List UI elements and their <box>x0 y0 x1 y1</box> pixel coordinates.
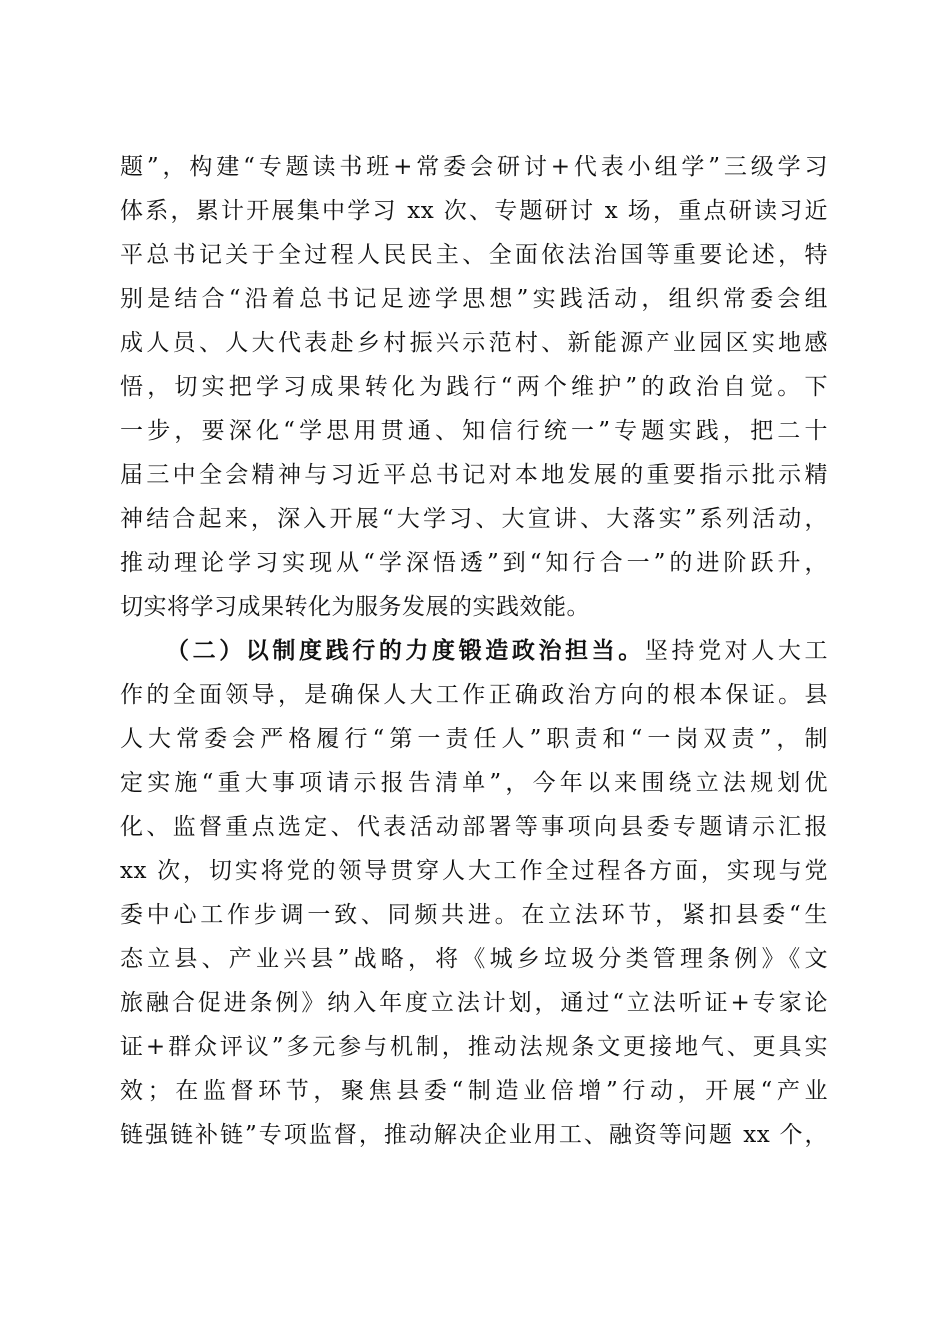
text-line: 悟，切实把学习成果转化为践行“两个维护”的政治自觉。下 <box>120 374 828 400</box>
text-line: xx 次，切实将党的领导贯穿人大工作全过程各方面，实现与党 <box>120 858 828 884</box>
text-line: 切实将学习成果转化为服务发展的实践效能。 <box>120 594 590 620</box>
text-line: 化、监督重点选定、代表活动部署等事项向县委专题请示汇报 <box>120 814 828 840</box>
text-line: 态立县、产业兴县”战略，将《城乡垃圾分类管理条例》《文 <box>120 946 828 972</box>
text-line: 委中心工作步调一致、同频共进。在立法环节，紧扣县委“生 <box>120 902 828 928</box>
text-line: 届三中全会精神与习近平总书记对本地发展的重要指示批示精 <box>120 462 828 488</box>
text-line: 人大常委会严格履行“第一责任人”职责和“一岗双责”，制 <box>120 726 828 752</box>
text-line: 成人员、人大代表赴乡村振兴示范村、新能源产业园区实地感 <box>120 330 828 356</box>
text-line: 神结合起来，深入开展“大学习、大宣讲、大落实”系列活动， <box>120 506 828 532</box>
body-text <box>120 145 828 1157</box>
text-line: 一步，要深化“学思用贯通、知信行统一”专题实践，把二十 <box>120 418 828 444</box>
text-line: 推动理论学习实现从“学深悟透”到“知行合一”的进阶跃升， <box>120 550 828 576</box>
text-line: 链强链补链”专项监督，推动解决企业用工、融资等问题 xx 个， <box>120 1122 828 1148</box>
paragraph-first-line <box>120 629 828 673</box>
text-line: 定实施“重大事项请示报告清单”，今年以来围绕立法规划优 <box>120 770 828 796</box>
text-line: 效；在监督环节，聚焦县委“制造业倍增”行动，开展“产业 <box>120 1078 828 1104</box>
paragraph-2 <box>120 629 828 1157</box>
text-line: 体系，累计开展集中学习 xx 次、专题研讨 x 场，重点研读习近 <box>120 198 828 224</box>
section-heading: （二）以制度践行的力度锻造政治担当。 <box>166 637 645 664</box>
text-run: 坚持党对人大工 <box>644 638 829 664</box>
text-line: 证+群众评议”多元参与机制，推动法规条文更接地气、更具实 <box>120 1034 828 1060</box>
text-line: 题”，构建“专题读书班+常委会研讨+代表小组学”三级学习 <box>120 154 828 180</box>
text-line: 平总书记关于全过程人民民主、全面依法治国等重要论述，特 <box>120 242 828 268</box>
text-line: 别是结合“沿着总书记足迹学思想”实践活动，组织常委会组 <box>120 286 828 312</box>
paragraph-1 <box>120 145 828 629</box>
text-line: 旅融合促进条例》纳入年度立法计划，通过“立法听证+专家论 <box>120 990 828 1016</box>
text-line: 作的全面领导，是确保人大工作正确政治方向的根本保证。县 <box>120 682 828 708</box>
